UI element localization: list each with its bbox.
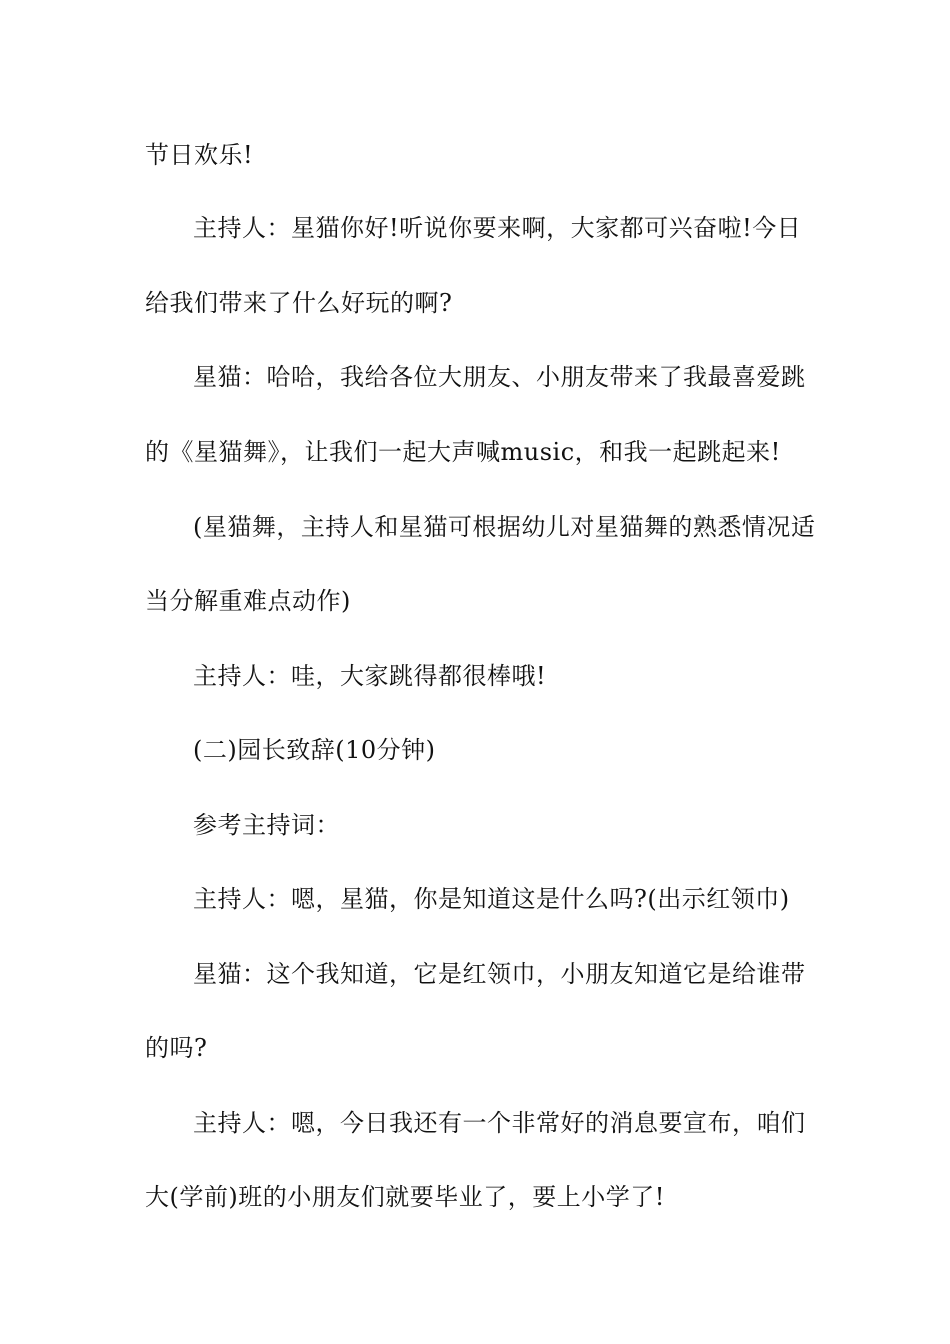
text-line: 星猫：哈哈，我给各位大朋友、小朋友带来了我最喜爱跳 [193,363,806,391]
text-line: 参考主持词： [193,811,340,839]
text-line: 大(学前)班的小朋友们就要毕业了，要上小学了! [145,1183,665,1211]
text-line: 给我们带来了什么好玩的啊? [145,289,453,317]
text-line: 当分解重难点动作) [145,587,351,615]
text-line: 主持人：嗯，星猫，你是知道这是什么吗?(出示红领巾) [193,885,790,913]
text-line: 主持人：嗯，今日我还有一个非常好的消息要宣布，咱们 [193,1109,806,1137]
text-line: (二)园长致辞(10分钟) [193,736,436,764]
text-line: 主持人：哇，大家跳得都很棒哦! [193,662,547,690]
text-line: 节日欢乐! [145,141,254,169]
text-line: 的吗? [145,1034,208,1062]
text-line: 的《星猫舞》，让我们一起大声喊music，和我一起跳起来! [145,438,781,466]
text-line: (星猫舞，主持人和星猫可根据幼儿对星猫舞的熟悉情况适 [193,513,816,541]
text-line: 星猫：这个我知道，它是红领巾，小朋友知道它是给谁带 [193,960,806,988]
text-line: 主持人：星猫你好!听说你要来啊，大家都可兴奋啦!今日 [193,214,802,242]
